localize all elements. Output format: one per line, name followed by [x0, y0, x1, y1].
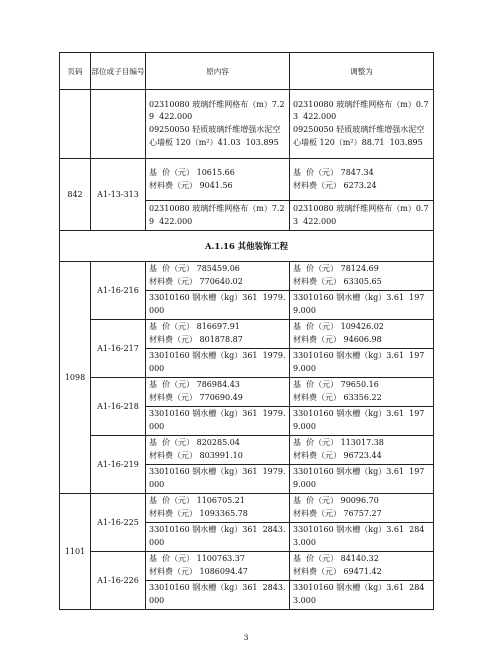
section-row	[60, 231, 434, 262]
adj-cell: 33010160 钢水槽（kg）3.61 2843.000	[290, 581, 434, 610]
orig-cell: 33010160 钢水槽（kg）361 2843.000	[146, 581, 290, 610]
code-cell: A1-16-217	[91, 320, 146, 378]
orig-cell: 基 价（元） 816697.91 材料费（元） 801878.87	[146, 320, 290, 349]
page-number: 3	[243, 633, 249, 642]
code-cell: A1-16-216	[91, 262, 146, 320]
page-cell: 1101	[60, 494, 91, 610]
table-row	[60, 90, 434, 159]
orig-cell: 33010160 钢水槽（kg）361 1979.000	[146, 407, 290, 436]
orig-cell: 02310080 玻璃纤维网格布（m）7.29 422.000 09250050 轻质玻璃纤维增强水泥空心墙板 120（m²）41.03 103.895	[146, 90, 290, 159]
table-row	[60, 262, 434, 291]
adj-cell: 33010160 钢水槽（kg）3.61 1979.000	[290, 407, 434, 436]
adj-cell: 33010160 钢水槽（kg）3.61 1979.000	[290, 465, 434, 494]
adj-cell: 基 价（元） 78124.69 材料费（元） 63305.65	[290, 262, 434, 291]
code-cell: A1-16-218	[91, 378, 146, 436]
code-cell: A1-16-219	[91, 436, 146, 494]
code-cell	[91, 90, 146, 159]
adj-cell: 基 价（元） 84140.32 材料费（元） 69471.42	[290, 552, 434, 581]
orig-cell: 02310080 玻璃纤维网格布（m）7.29 422.000	[146, 201, 290, 231]
adj-cell: 02310080 玻璃纤维网格布（m）0.73 422.000	[290, 201, 434, 231]
table-row	[60, 378, 434, 407]
adj-cell: 33010160 钢水槽（kg）3.61 2843.000	[290, 523, 434, 552]
table-row	[60, 494, 434, 523]
errata-table	[59, 52, 434, 610]
code-cell: A1-16-225	[91, 494, 146, 552]
table-row	[60, 552, 434, 581]
adj-cell: 02310080 玻璃纤维网格布（m）0.73 422.000 09250050 轻质玻璃纤维增强水泥空心墙板 120（m²）88.71 103.895	[290, 90, 434, 159]
orig-cell: 基 价（元） 786984.43 材料费（元） 770690.49	[146, 378, 290, 407]
adj-cell: 基 价（元） 90096.70 材料费（元） 76757.27	[290, 494, 434, 523]
section-title: A.1.16 其他装饰工程	[60, 231, 434, 262]
header-orig: 原内容	[146, 53, 290, 90]
adj-cell: 基 价（元） 109426.02 材料费（元） 94606.98	[290, 320, 434, 349]
orig-cell: 33010160 钢水槽（kg）361 2843.000	[146, 523, 290, 552]
orig-cell: 基 价（元） 1100763.37 材料费（元） 1086094.47	[146, 552, 290, 581]
orig-cell: 基 价（元） 1106705.21 材料费（元） 1093365.78	[146, 494, 290, 523]
header-page: 页码	[60, 53, 91, 90]
header-code: 部位或子目编号	[91, 53, 146, 90]
orig-cell: 33010160 钢水槽（kg）361 1979.000	[146, 291, 290, 320]
page-cell: 842	[60, 159, 91, 231]
page-cell	[60, 90, 91, 159]
table-row	[60, 320, 434, 349]
code-cell: A1-16-226	[91, 552, 146, 610]
adj-cell: 33010160 钢水槽（kg）3.61 1979.000	[290, 291, 434, 320]
table-row	[60, 436, 434, 465]
orig-cell: 33010160 钢水槽（kg）361 1979.000	[146, 465, 290, 494]
adj-cell: 基 价（元） 79650.16 材料费（元） 63356.22	[290, 378, 434, 407]
orig-cell: 33010160 钢水槽（kg）361 1979.000	[146, 349, 290, 378]
orig-cell: 基 价（元） 10615.66 材料费（元） 9041.56	[146, 159, 290, 201]
table-row	[60, 159, 434, 201]
header-adj: 调整为	[290, 53, 434, 90]
orig-cell: 基 价（元） 785459.06 材料费（元） 770640.02	[146, 262, 290, 291]
code-cell: A1-13-313	[91, 159, 146, 231]
orig-cell: 基 价（元） 820285.04 材料费（元） 803991.10	[146, 436, 290, 465]
header-row	[60, 53, 434, 90]
adj-cell: 基 价（元） 7847.34 材料费（元） 6273.24	[290, 159, 434, 201]
adj-cell: 基 价（元） 113017.38 材料费（元） 96723.44	[290, 436, 434, 465]
adj-cell: 33010160 钢水槽（kg）3.61 1979.000	[290, 349, 434, 378]
page-cell: 1098	[60, 262, 91, 494]
